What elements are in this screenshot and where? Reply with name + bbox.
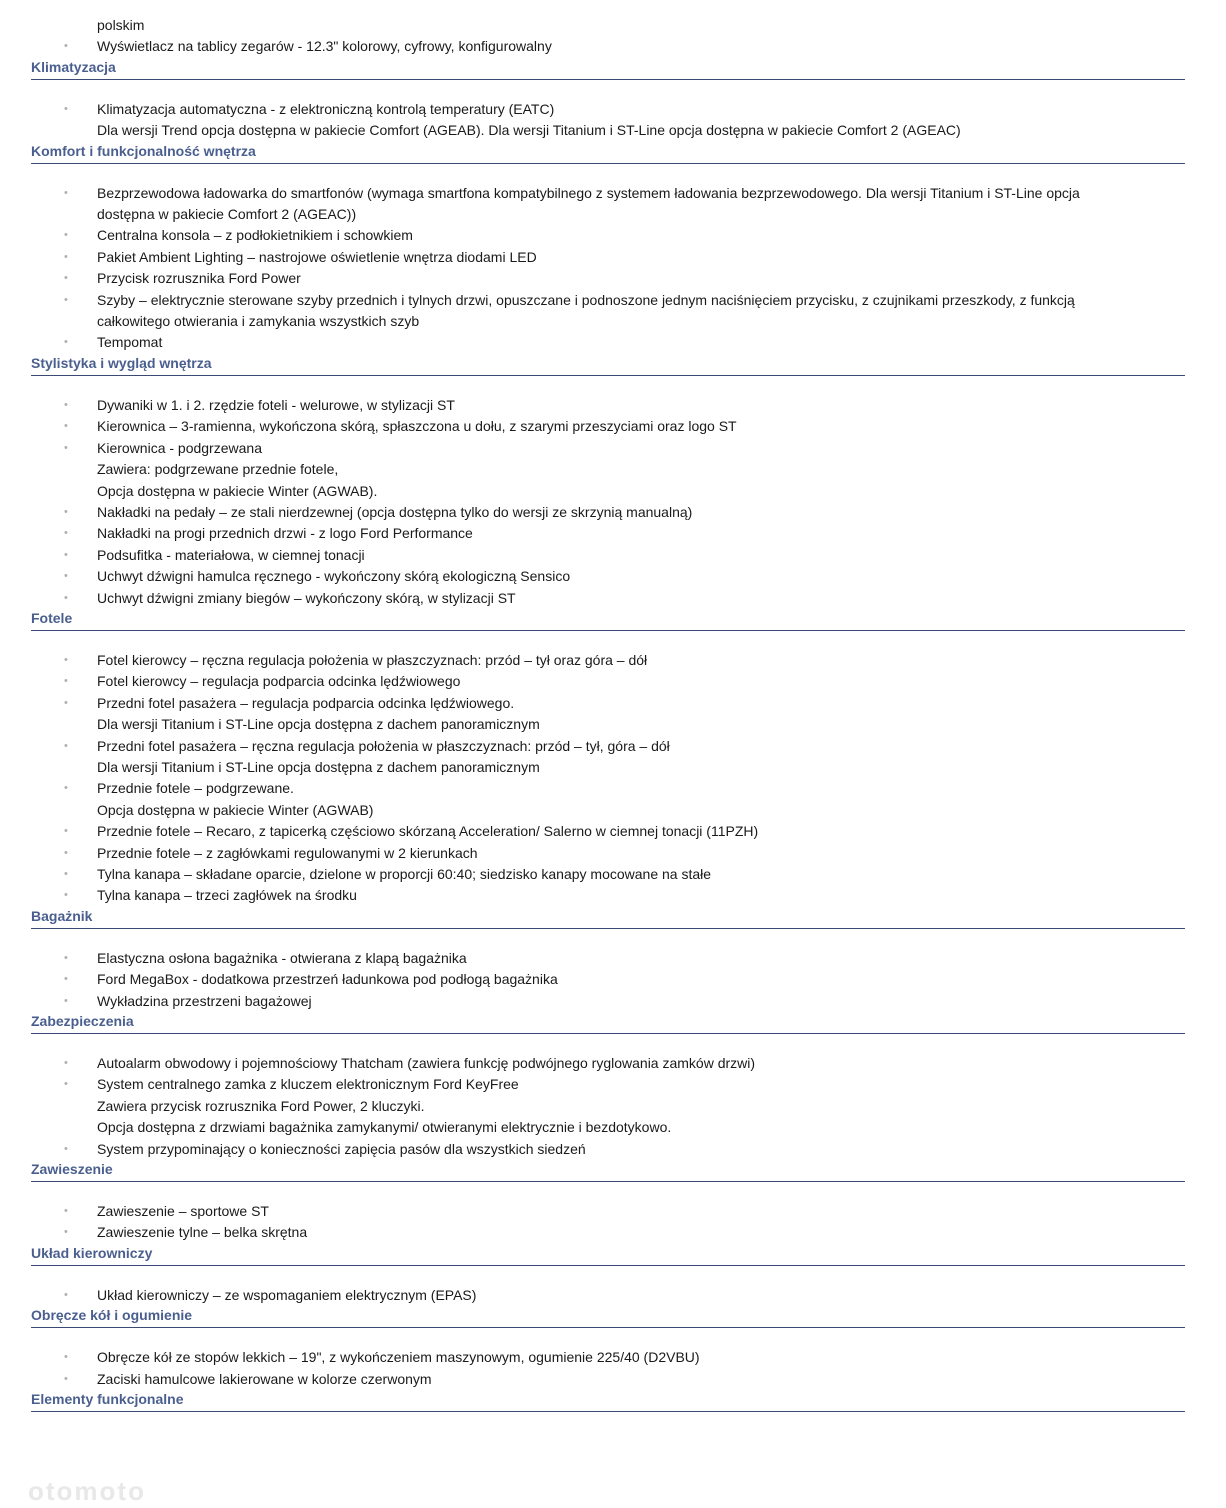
list-item	[64, 948, 1097, 969]
section-heading: Stylistyka i wygląd wnętrza	[31, 354, 1185, 376]
item-text-line: Ford MegaBox - dodatkowa przestrzeń ładunkowa pod podłogą bagażnika	[97, 971, 558, 988]
bullet-icon: •	[64, 1351, 68, 1364]
list-item	[64, 438, 1097, 502]
bullet-icon: •	[64, 40, 68, 53]
list-item	[97, 15, 1097, 36]
section	[0, 1160, 1226, 1244]
item-text-line: Uchwyt dźwigni hamulca ręcznego - wykończony skórą ekologiczną Sensico	[97, 568, 571, 585]
section-heading: Układ kierowniczy	[31, 1244, 1185, 1266]
bullet-icon: •	[64, 675, 68, 688]
section	[0, 1306, 1226, 1390]
section-heading: Klimatyzacja	[31, 58, 1185, 80]
item-text-line: Przednie fotele – z zagłówkami regulowanymi w 2 kierunkach	[97, 844, 478, 861]
section-list	[0, 376, 1226, 609]
bullet-icon: •	[64, 1372, 68, 1385]
item-text-line: Przednie fotele – podgrzewane.	[97, 780, 294, 797]
sections-container	[0, 58, 1226, 1412]
item-text-line: Obręcze kół ze stopów lekkich – 19", z wykończeniem maszynowym, ogumienie 225/40 (D2VBU)	[97, 1349, 700, 1366]
item-text-line: całkowitego otwierania i zamykania wszystkich szyb	[97, 313, 420, 330]
bullet-icon: •	[64, 1288, 68, 1301]
section-heading: Elementy funkcjonalne	[31, 1390, 1185, 1412]
list-item	[64, 1347, 1097, 1368]
section-list	[0, 1266, 1226, 1306]
item-text-line: Dla wersji Trend opcja dostępna w pakiecie Comfort (AGEAB). Dla wersji Titanium i ST-Line opcja dostępna w pakiecie Comfort 2 (AGEAC)	[97, 122, 961, 139]
section-heading: Zabezpieczenia	[31, 1012, 1185, 1034]
bullet-icon: •	[64, 272, 68, 285]
item-text-line: Nakładki na progi przednich drzwi - z logo Ford Performance	[97, 525, 473, 542]
bullet-icon: •	[64, 782, 68, 795]
bullet-icon: •	[64, 951, 68, 964]
item-text-line: Zawiera przycisk rozrusznika Ford Power, 2 kluczyki.	[97, 1097, 425, 1114]
item-text-line: Przednie fotele – Recaro, z tapicerką częściowo skórzaną Acceleration/ Salerno w ciemnej tonacji (11PZH)	[97, 823, 759, 840]
item-text-line: polskim	[97, 17, 145, 33]
bullet-icon: •	[64, 229, 68, 242]
item-text-line: Zaciski hamulcowe lakierowane w kolorze czerwonym	[97, 1370, 432, 1387]
section-list	[0, 164, 1226, 354]
list-item	[64, 843, 1097, 864]
bullet-icon: •	[64, 1078, 68, 1091]
item-text-line: Opcja dostępna w pakiecie Winter (AGWAB)	[97, 801, 374, 818]
bullet-icon: •	[64, 1057, 68, 1070]
item-text-line: Opcja dostępna w pakiecie Winter (AGWAB).	[97, 482, 378, 499]
list-item	[64, 969, 1097, 990]
section-heading: Obręcze kół i ogumienie	[31, 1306, 1185, 1328]
item-text-line: Centralna konsola – z podłokietnikiem i schowkiem	[97, 227, 413, 244]
list-item	[64, 395, 1097, 416]
item-text-line: Przedni fotel pasażera – regulacja podparcia odcinka lędźwiowego.	[97, 694, 515, 711]
section	[0, 1390, 1226, 1412]
item-text-line: Bezprzewodowa ładowarka do smartfonów (wymaga smartfona kompatybilnego z systemem ładowania bezprzewodowego. Dla wersji Titanium i ST-Line opcja	[97, 184, 1080, 201]
section-heading: Zawieszenie	[31, 1160, 1185, 1182]
list-item	[64, 502, 1097, 523]
item-text-line: Przedni fotel pasażera – ręczna regulacja położenia w płaszczyznach: przód – tył, góra – dół	[97, 737, 670, 754]
item-text-line: Fotel kierowcy – ręczna regulacja położenia w płaszczyznach: przód – tył oraz góra – dół	[97, 651, 648, 668]
list-item	[64, 588, 1097, 609]
item-text-line: Nakładki na pedały – ze stali nierdzewnej (opcja dostępna tylko do wersji ze skrzynią manualną)	[97, 503, 693, 520]
item-text-line: Autoalarm obwodowy i pojemnościowy Thatcham (zawiera funkcję podwójnego ryglowania zamków drzwi)	[97, 1055, 756, 1072]
bullet-icon: •	[64, 846, 68, 859]
list-item	[64, 1074, 1097, 1138]
item-text-line: Zawiera: podgrzewane przednie fotele,	[97, 461, 339, 478]
section-list	[0, 631, 1226, 907]
list-item	[64, 736, 1097, 779]
list-item	[64, 332, 1097, 353]
item-text-line: Tylna kanapa – składane oparcie, dzielone w proporcji 60:40; siedzisko kanapy mocowane na stałe	[97, 866, 712, 882]
list-item	[64, 1139, 1097, 1160]
section-list	[0, 1182, 1226, 1244]
section-list	[0, 929, 1226, 1012]
bullet-icon: •	[64, 1205, 68, 1218]
item-text-line: Wykładzina przestrzeni bagażowej	[97, 992, 312, 1009]
item-text-line: Kierownica - podgrzewana	[97, 439, 262, 456]
section	[0, 1244, 1226, 1306]
bullet-icon: •	[64, 994, 68, 1007]
bullet-icon: •	[64, 739, 68, 752]
item-text-line: Tempomat	[97, 334, 163, 351]
section-heading: Bagażnik	[31, 907, 1185, 929]
section	[0, 142, 1226, 354]
list-item	[64, 183, 1097, 226]
list-item	[64, 247, 1097, 268]
item-text-line: Fotel kierowcy – regulacja podparcia odcinka lędźwiowego	[97, 673, 461, 690]
item-text-line: Zawieszenie tylne – belka skrętna	[97, 1224, 308, 1241]
bullet-icon: •	[64, 973, 68, 986]
bullet-icon: •	[64, 591, 68, 604]
item-text-line: Szyby – elektrycznie sterowane szyby przednich i tylnych drzwi, opuszczane i podnoszone jednym naciśnięciem przycisku, z czujnikami przeszkody, z funkcją	[97, 291, 1075, 308]
item-text-line: Pakiet Ambient Lighting – nastrojowe oświetlenie wnętrza diodami LED	[97, 248, 537, 265]
item-text-line: Kierownica – 3-ramienna, wykończona skórą, spłaszczona u dołu, z szarymi przeszyciami oraz logo ST	[97, 418, 737, 435]
bullet-icon: •	[64, 293, 68, 306]
list-item	[64, 885, 1097, 906]
item-text-line: Elastyczna osłona bagażnika - otwierana z klapą bagażnika	[97, 949, 467, 966]
item-text-line: Przycisk rozrusznika Ford Power	[97, 270, 301, 287]
section	[0, 609, 1226, 907]
bullet-icon: •	[64, 825, 68, 838]
item-text-line: Klimatyzacja automatyczna - z elektroniczną kontrolą temperatury (EATC)	[97, 100, 555, 117]
section-list	[0, 1328, 1226, 1390]
section	[0, 354, 1226, 609]
list-item	[64, 1222, 1097, 1243]
list-item	[64, 290, 1097, 333]
bullet-icon: •	[64, 696, 68, 709]
bullet-icon: •	[64, 420, 68, 433]
item-text-line: dostępna w pakiecie Comfort 2 (AGEAC))	[97, 206, 357, 223]
list-item	[64, 1201, 1097, 1222]
list-item	[64, 99, 1097, 142]
list-item	[64, 650, 1097, 671]
item-text-line: Opcja dostępna z drzwiami bagażnika zamykanymi/ otwieranymi elektrycznie i bezdotykowo.	[97, 1119, 672, 1136]
section-heading: Komfort i funkcjonalność wnętrza	[31, 142, 1185, 164]
item-text-line: Wyświetlacz na tablicy zegarów - 12.3" kolorowy, cyfrowy, konfigurowalny	[97, 38, 552, 55]
section	[0, 1012, 1226, 1160]
section	[0, 907, 1226, 1012]
item-text-line: Układ kierowniczy – ze wspomaganiem elektrycznym (EPAS)	[97, 1286, 477, 1303]
list-item	[64, 821, 1097, 842]
list-item	[64, 693, 1097, 736]
list-item	[64, 36, 1097, 57]
watermark-logo: otomoto	[28, 1476, 146, 1506]
bullet-icon: •	[64, 548, 68, 561]
bullet-icon: •	[64, 868, 68, 880]
item-text-line: Podsufitka - materiałowa, w ciemnej tonacji	[97, 546, 365, 563]
bullet-icon: •	[64, 250, 68, 263]
item-text-line: Dla wersji Titanium i ST-Line opcja dostępna z dachem panoramicznym	[97, 716, 540, 733]
intro-list	[0, 0, 1226, 58]
list-item	[64, 545, 1097, 566]
section-heading: Fotele	[31, 609, 1185, 631]
list-item	[64, 991, 1097, 1012]
section	[0, 58, 1226, 142]
list-item	[64, 671, 1097, 692]
bullet-icon: •	[64, 505, 68, 518]
item-text-line: Dla wersji Titanium i ST-Line opcja dostępna z dachem panoramicznym	[97, 758, 540, 775]
bullet-icon: •	[64, 336, 68, 349]
list-item	[64, 778, 1097, 821]
item-text-line: Dywaniki w 1. i 2. rzędzie foteli - welurowe, w stylizacji ST	[97, 396, 455, 413]
bullet-icon: •	[64, 186, 68, 199]
section-list	[0, 80, 1226, 142]
bullet-icon: •	[64, 527, 68, 540]
item-text-line: System przypominający o konieczności zapięcia pasów dla wszystkich siedzeń	[97, 1140, 586, 1157]
bullet-icon: •	[64, 102, 68, 115]
bullet-icon: •	[64, 1142, 68, 1155]
item-text-line: Tylna kanapa – trzeci zagłówek na środku	[97, 887, 357, 904]
list-item	[64, 268, 1097, 289]
bullet-icon: •	[64, 653, 68, 666]
list-item	[64, 1369, 1097, 1390]
list-item	[64, 225, 1097, 246]
section-list	[0, 1034, 1226, 1160]
item-text-line: Zawieszenie – sportowe ST	[97, 1203, 269, 1220]
bullet-icon: •	[64, 1226, 68, 1239]
list-item	[64, 1053, 1097, 1074]
list-item	[64, 566, 1097, 587]
list-item	[64, 1285, 1097, 1306]
list-item	[64, 416, 1097, 437]
list-item	[64, 523, 1097, 544]
item-text-line: Uchwyt dźwigni zmiany biegów – wykończony skórą, w stylizacji ST	[97, 589, 516, 606]
list-item	[64, 864, 1097, 885]
item-text-line: System centralnego zamka z kluczem elektronicznym Ford KeyFree	[97, 1076, 519, 1093]
bullet-icon: •	[64, 889, 68, 902]
bullet-icon: •	[64, 570, 68, 583]
bullet-icon: •	[64, 441, 68, 454]
bullet-icon: •	[64, 398, 68, 411]
